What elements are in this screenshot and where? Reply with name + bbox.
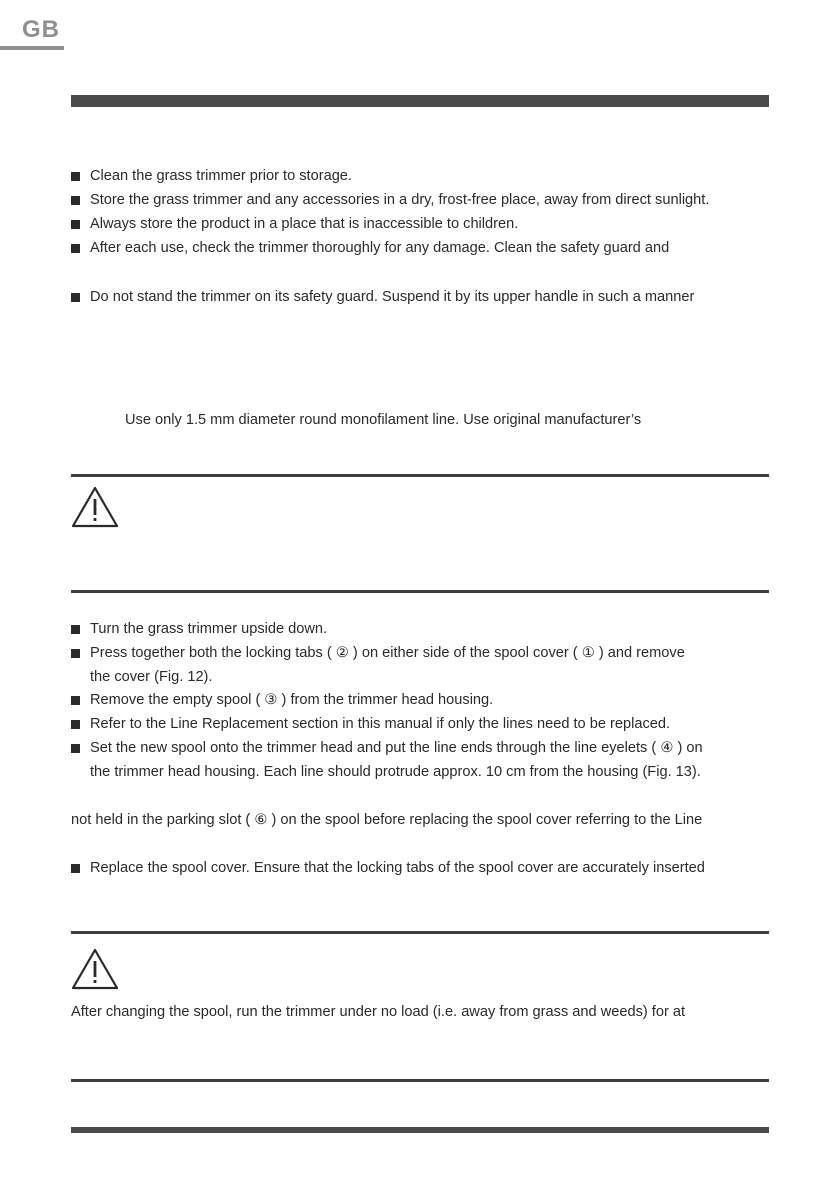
warning-rule-bottom [71, 1079, 769, 1082]
bullet-icon [71, 744, 80, 753]
list-item: Turn the grass trimmer upside down. [71, 620, 327, 638]
list-item: Remove the empty spool ( ③ ) from the trimmer head housing. [71, 691, 493, 709]
bullet-icon [71, 696, 80, 705]
parking-note: not held in the parking slot ( ⑥ ) on the spool before replacing the spool cover referring to the Line [71, 812, 703, 828]
bullet-icon [71, 220, 80, 229]
language-tag: GB [22, 16, 60, 43]
footer-bar [71, 1127, 769, 1133]
warning-triangle-icon [71, 486, 119, 528]
section-header-bar [71, 95, 769, 107]
list-item: Press together both the locking tabs ( ② ) on either side of the spool cover ( ① ) and remove [71, 644, 685, 662]
bullet-icon [71, 625, 80, 634]
language-tag-underline [0, 46, 64, 50]
bullet-icon [71, 864, 80, 873]
list-item: Replace the spool cover. Ensure that the locking tabs of the spool cover are accurately inserted [71, 859, 705, 877]
list-item: Set the new spool onto the trimmer head and put the line ends through the line eyelets ( ④ ) on [71, 739, 703, 757]
list-item: Store the grass trimmer and any accessories in a dry, frost-free place, away from direct sunlight. [71, 191, 709, 209]
warning-text: After changing the spool, run the trimmer under no load (i.e. away from grass and weeds) for at [71, 1004, 686, 1020]
bullet-icon [71, 720, 80, 729]
warning-rule-top [71, 474, 769, 477]
warning-rule-top [71, 931, 769, 934]
list-item: Do not stand the trimmer on its safety guard. Suspend it by its upper handle in such a manner [71, 288, 694, 306]
bullet-icon [71, 244, 80, 253]
warning-rule-bottom [71, 590, 769, 593]
bullet-icon [71, 172, 80, 181]
list-item: Always store the product in a place that is inaccessible to children. [71, 215, 518, 233]
warning-triangle-icon [71, 948, 119, 990]
bullet-icon [71, 196, 80, 205]
line-note: Use only 1.5 mm diameter round monofilament line. Use original manufacturer’s [125, 412, 642, 428]
bullet-icon [71, 293, 80, 302]
list-item: Clean the grass trimmer prior to storage. [71, 167, 352, 185]
list-item-continuation: the cover (Fig. 12). [90, 669, 213, 685]
list-item: Refer to the Line Replacement section in this manual if only the lines need to be replaced. [71, 715, 670, 733]
bullet-icon [71, 649, 80, 658]
list-item: After each use, check the trimmer thoroughly for any damage. Clean the safety guard and [71, 239, 669, 257]
list-item-continuation: the trimmer head housing. Each line should protrude approx. 10 cm from the housing (Fig. 13). [90, 764, 701, 780]
